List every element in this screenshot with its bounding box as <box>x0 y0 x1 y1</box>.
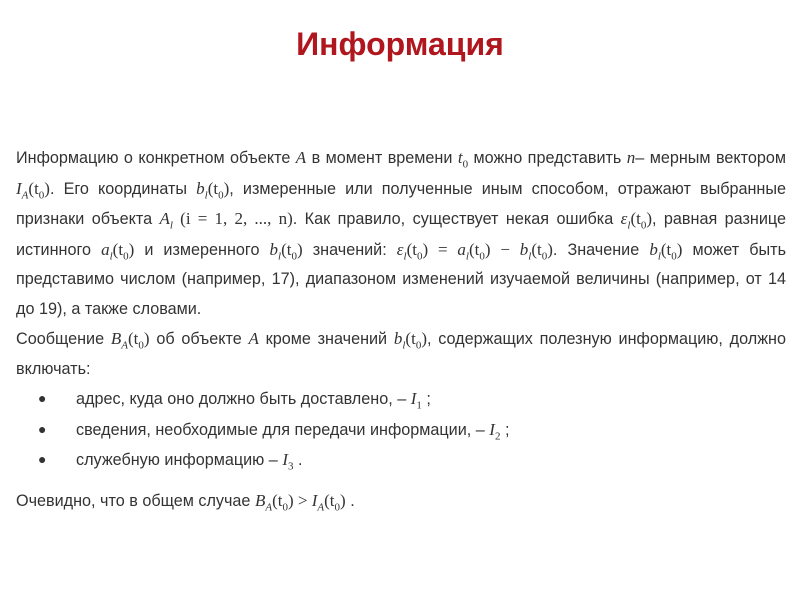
paragraph-object-information: Информацию о конкретном объекте A в момент времени $t_0$ можно представить n– мерным вектором $I_A(t_0)$. Его координаты $b_l(t_0)$, измеренные или полученные иным способом, отражают выбранные признаки объекта $A_l$ (i = 1, 2, ..., n). Как правило, существует некая ошибка $\varepsilon_l(t_0)$, равная разнице истинного $a_l(t_0)$ и измеренного $b_l(t_0)$ значений: $\varepsilon_l(t_0) = a_l(t_0) - b_l(t_0)$. Значение $b_l(t_0)$ может быть представимо числом (например, 17), диапазоном изменений изучаемой величины (например, от 14 до 19), а также словами. <box>16 148 787 318</box>
slide-title: Информация <box>296 26 504 62</box>
list-item: ● адрес, куда оно должно быть доставлено, – $I_1$ ; <box>16 384 786 415</box>
formula-BA-t0: $B_A(t_0)$ <box>110 329 150 352</box>
bullet-icon: ● <box>38 451 47 467</box>
paragraph-message: Сообщение $B_A(t_0)$ об объекте A кроме значений $b_l(t_0)$, содержащих полезную информацию, должно включать: <box>16 329 786 378</box>
formula-t0: $t_0$ <box>457 148 469 171</box>
formula-eps-t0: $\varepsilon_l(t_0)$ <box>620 209 652 232</box>
paragraph-conclusion: Очевидно, что в общем случае $B_A(t_0) > I_A(t_0)$ . <box>16 490 355 513</box>
bullet-icon: ● <box>38 420 47 437</box>
list-item: ● сведения, необходимые для передачи информации, – $I_2$ ; <box>16 415 786 446</box>
formula-IA-t0: $I_A(t_0)$ <box>16 178 50 201</box>
formula-BA-gt-IA: $B_A(t_0) > I_A(t_0)$ <box>254 490 346 513</box>
slide-body <box>16 143 786 516</box>
formula-bl-t0-2: $b_l(t_0)$ <box>269 239 303 262</box>
formula-Al: $A_l$ (i = 1, 2, ..., n) <box>159 209 293 232</box>
formula-bl-t0-3: $b_l(t_0)$ <box>649 239 683 262</box>
formula-error-equation: $\varepsilon_l(t_0) = a_l(t_0) - b_l(t_0)$ <box>396 239 553 262</box>
formula-al-t0: $a_l(t_0)$ <box>101 239 135 262</box>
formula-bl-t0: $b_l(t_0)$ <box>196 178 230 201</box>
list-item: ● служебную информацию – $I_3$ . <box>16 445 786 476</box>
formula-bl-t0-4: $b_l(t_0)$ <box>393 329 427 352</box>
bullet-icon: ● <box>38 390 47 406</box>
message-components-list <box>16 384 786 476</box>
